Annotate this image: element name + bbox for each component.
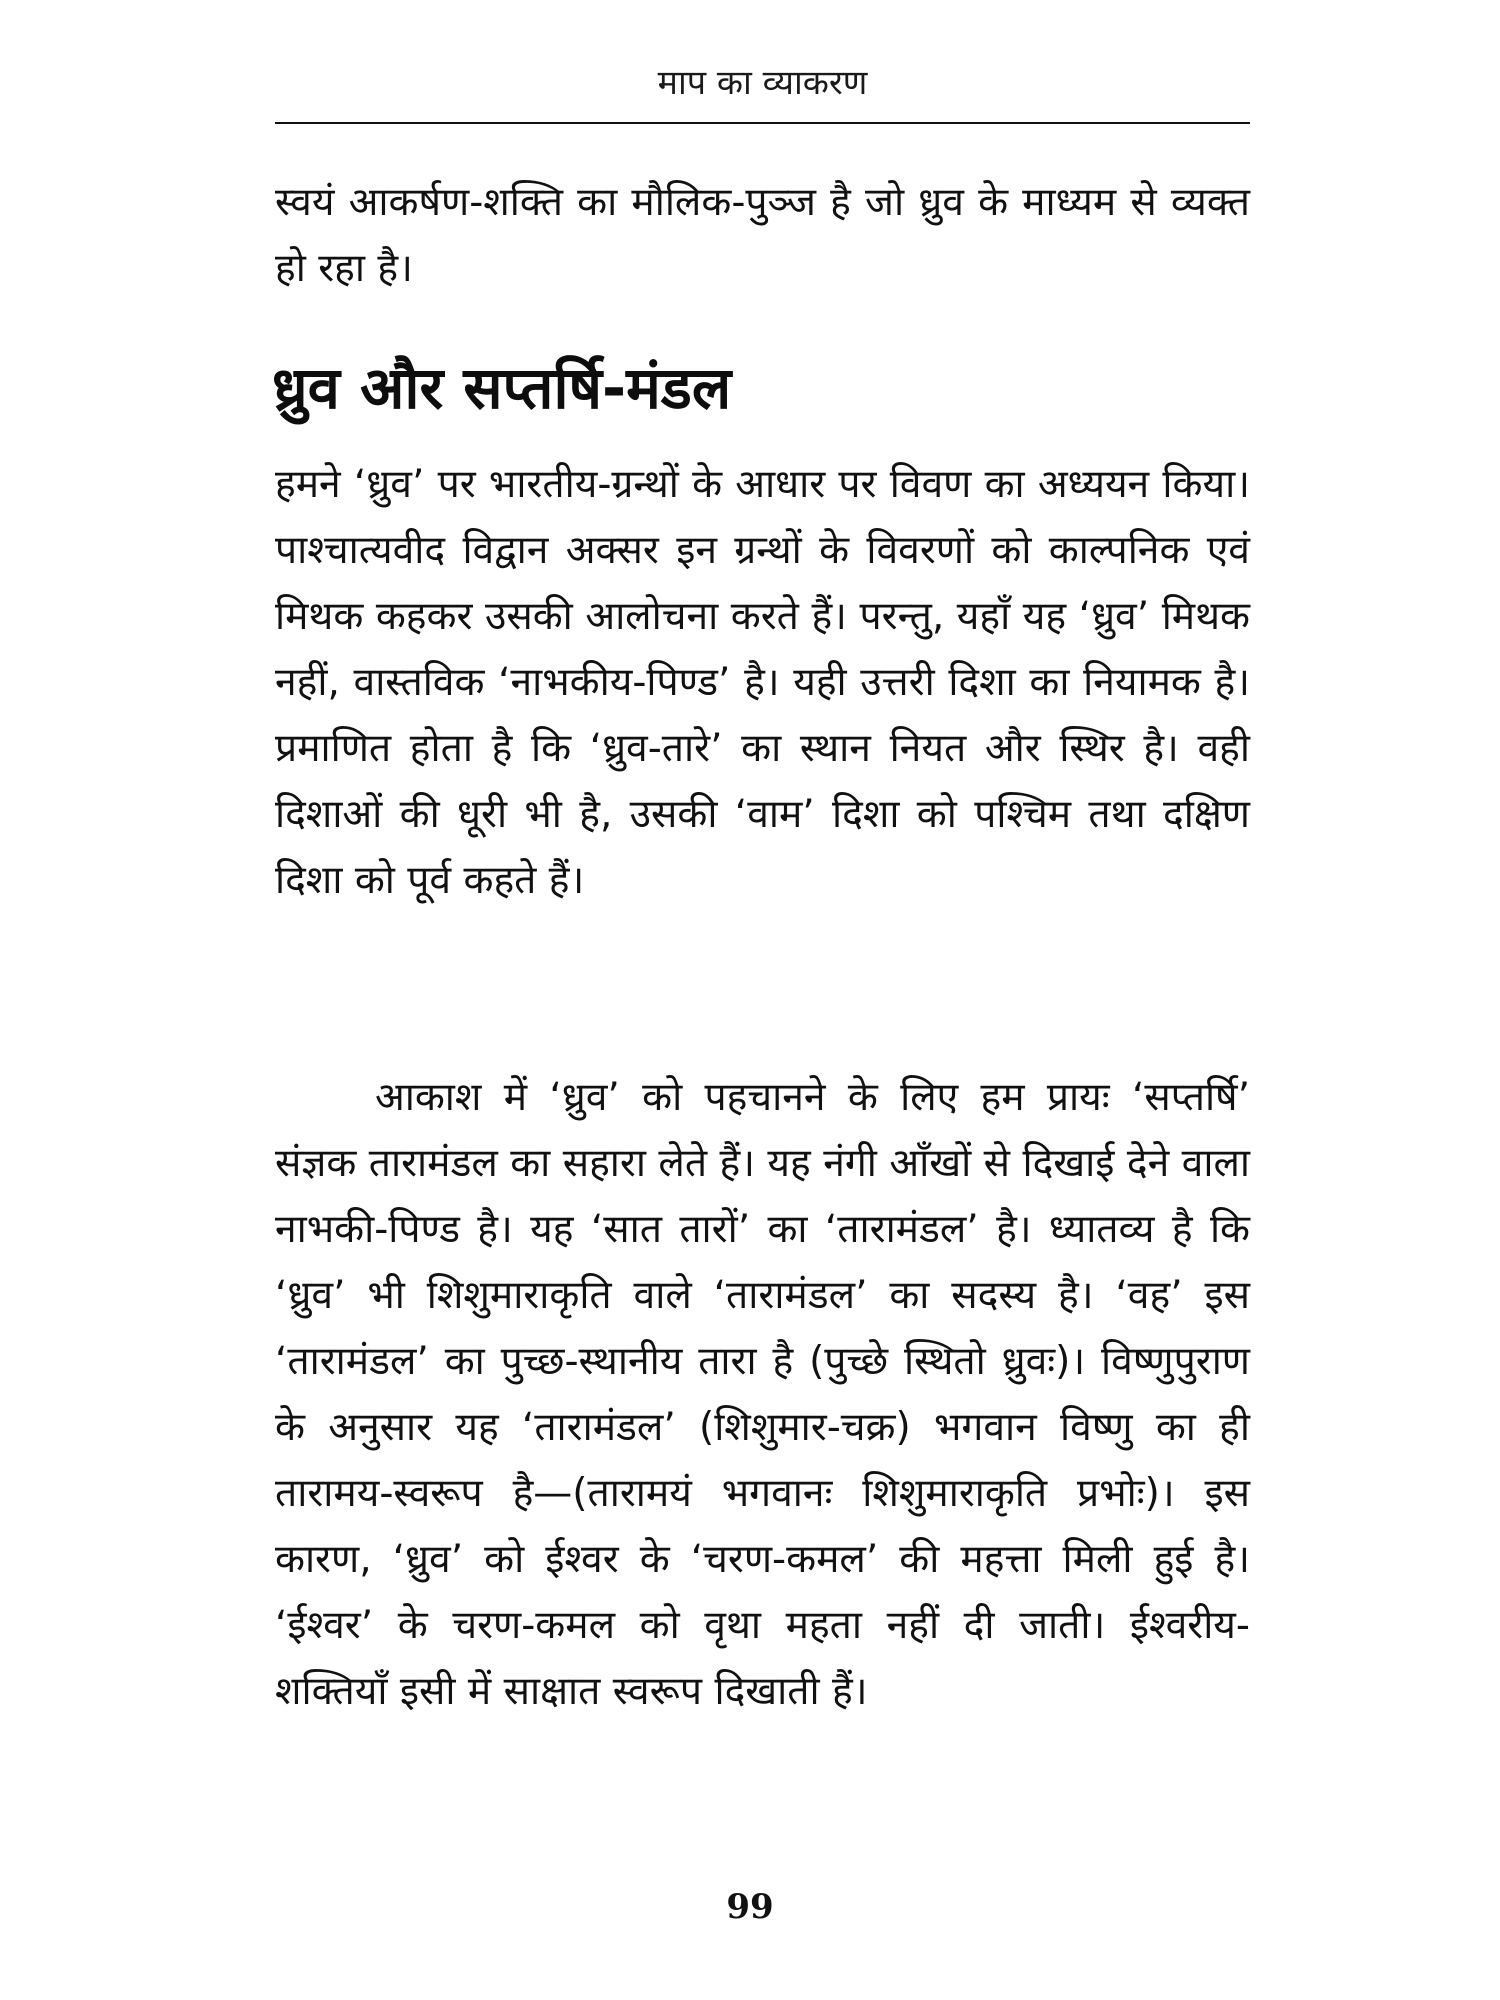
running-head: माप का व्याकरण: [657, 63, 868, 103]
continuation-paragraph: स्वयं आकर्षण-शक्ति का मौलिक-पुञ्ज है जो ध्रुव के माध्यम से व्यक्त हो रहा है।: [275, 180, 1250, 291]
header-rule: [275, 122, 1250, 124]
section-heading: ध्रुव और सप्तर्षि-मंडल: [272, 354, 732, 422]
page-number: 99: [726, 1887, 774, 1927]
section-paragraph-2: आकाश में ‘ध्रुव’ को पहचानने के लिए हम प्रायः ‘सप्तर्षि’ संज्ञक तारामंडल का सहारा लेते हैं। यह नंगी आँखों से दिखाई देने वाला नाभकी-पिण्ड है। यह ‘सात तारों’ का ‘तारामंडल’ है। ध्यातव्य है कि ‘ध्रुव’ भी शिशुमाराकृति वाले ‘तारामंडल’ का सदस्य है। ‘वह’ इस ‘तारामंडल’ का पुच्छ-स्थानीय तारा है (पुच्छे स्थितो ध्रुवः)। विष्णुपुराण के अनुसार यह ‘तारामंडल’ (शिशुमार-चक्र) भगवान विष्णु का ही तारामय-स्वरूप है—(तारामयं भगवानः शिशुमाराकृति प्रभोः)। इस कारण, ‘ध्रुव’ को ईश्वर के ‘चरण-कमल’ की महत्ता मिली हुई है। ‘ईश्वर’ के चरण-कमल को वृथा महता नहीं दी जाती। ईश्वरीय-शक्तियाँ इसी में साक्षात स्वरूप दिखाती हैं।: [275, 1075, 1250, 1714]
section-paragraph-1: हमने ‘ध्रुव’ पर भारतीय-ग्रन्थों के आधार पर विवण का अध्ययन किया। पाश्चात्यवीद विद्वान अक्सर इन ग्रन्थों के विवरणों को काल्पनिक एवं मिथक कहकर उसकी आलोचना करते हैं। परन्तु, यहाँ यह ‘ध्रुव’ मिथक नहीं, वास्तविक ‘नाभकीय-पिण्ड’ है। यही उत्तरी दिशा का नियामक है। प्रमाणित होता है कि ‘ध्रुव-तारे’ का स्थान नियत और स्थिर है। वही दिशाओं की धूरी भी है, उसकी ‘वाम’ दिशा को पश्चिम तथा दक्षिण दिशा को पूर्व कहते हैं।: [275, 462, 1250, 903]
